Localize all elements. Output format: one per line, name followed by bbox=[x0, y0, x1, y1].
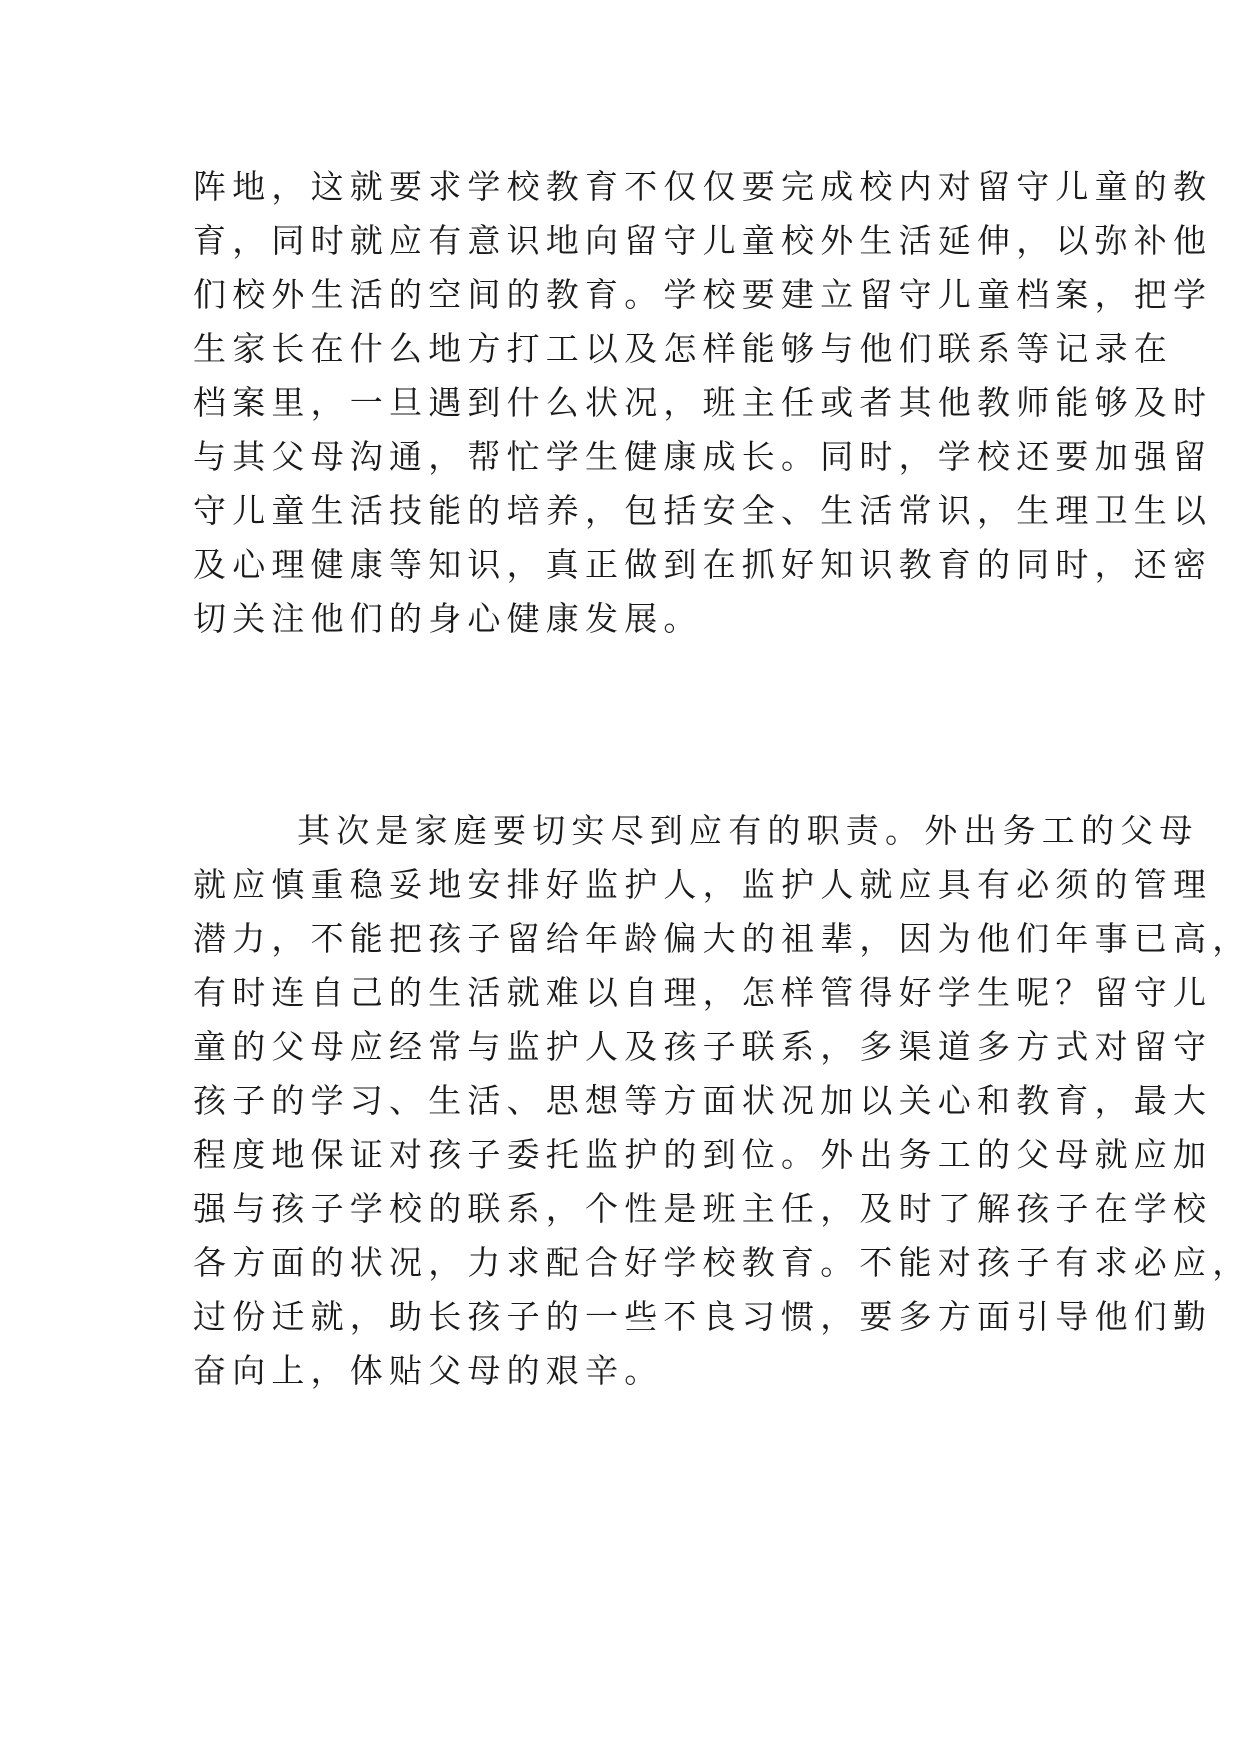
text-line: 强与孩子学校的联系，个性是班主任，及时了解孩子在学校 bbox=[193, 1189, 1213, 1228]
text-line: 就应慎重稳妥地安排好监护人，监护人就应具有必须的管理 bbox=[193, 865, 1213, 904]
text-line: 切关注他们的身心健康发展。 bbox=[193, 599, 703, 638]
text-line: 孩子的学习、生活、思想等方面状况加以关心和教育，最大 bbox=[193, 1081, 1213, 1120]
text-line: 生家长在什么地方打工以及怎样能够与他们联系等记录在 bbox=[193, 329, 1173, 368]
text-line: 童的父母应经常与监护人及孩子联系，多渠道多方式对留守 bbox=[193, 1027, 1213, 1066]
text-line: 档案里，一旦遇到什么状况，班主任或者其他教师能够及时 bbox=[193, 383, 1213, 422]
text-line: 们校外生活的空间的教育。学校要建立留守儿童档案，把学 bbox=[193, 275, 1213, 314]
text-line: 与其父母沟通，帮忙学生健康成长。同时，学校还要加强留 bbox=[193, 437, 1213, 476]
text-line: 过份迁就，助长孩子的一些不良习惯，要多方面引导他们勤 bbox=[193, 1297, 1213, 1336]
text-line: 其次是家庭要切实尽到应有的职责。外出务工的父母 bbox=[297, 811, 1199, 850]
text-line: 程度地保证对孩子委托监护的到位。外出务工的父母就应加 bbox=[193, 1135, 1213, 1174]
text-line: 守儿童生活技能的培养，包括安全、生活常识，生理卫生以 bbox=[193, 491, 1213, 530]
text-line: 阵地，这就要求学校教育不仅仅要完成校内对留守儿童的教 bbox=[193, 167, 1213, 206]
text-line: 有时连自己的生活就难以自理，怎样管得好学生呢？留守儿 bbox=[193, 973, 1213, 1012]
text-line: 各方面的状况，力求配合好学校教育。不能对孩子有求必应， bbox=[193, 1243, 1251, 1282]
text-line: 奋向上，体贴父母的艰辛。 bbox=[193, 1351, 664, 1390]
text-line: 育，同时就应有意识地向留守儿童校外生活延伸，以弥补他 bbox=[193, 221, 1213, 260]
text-line: 潜力，不能把孩子留给年龄偏大的祖辈，因为他们年事已高， bbox=[193, 919, 1251, 958]
text-line: 及心理健康等知识，真正做到在抓好知识教育的同时，还密 bbox=[193, 545, 1213, 584]
